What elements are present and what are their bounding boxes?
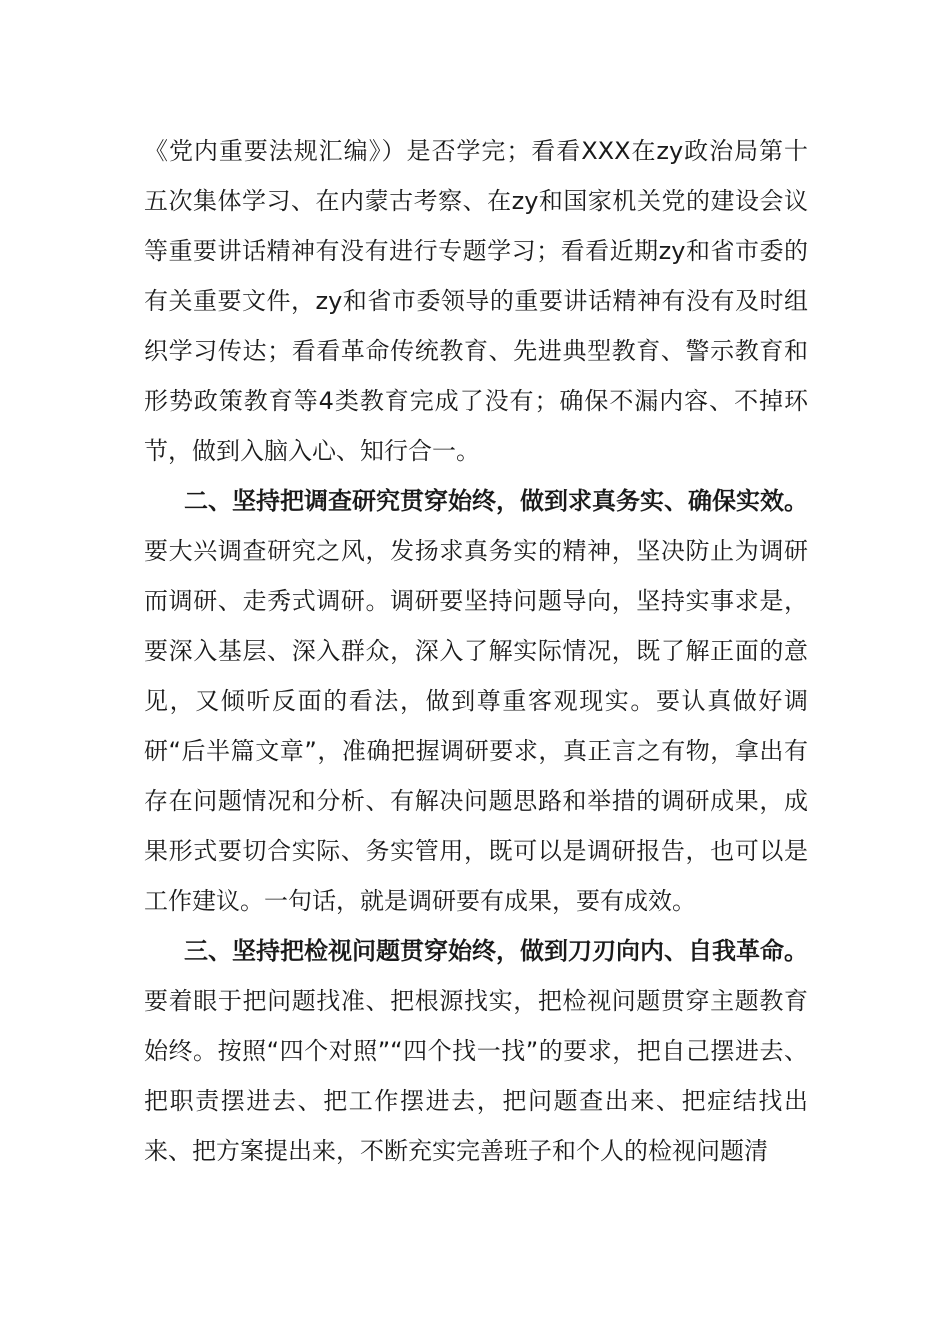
- section-heading-3: 三、坚持把检视问题贯穿始终，做到刀刃向内、自我革命。: [184, 937, 808, 965]
- document-body: [144, 126, 808, 1176]
- paragraph-continued: [144, 126, 808, 476]
- section-heading-2: 二、坚持把调查研究贯穿始终，做到求真务实、确保实效。: [184, 487, 808, 515]
- paragraph-section-2: [144, 476, 808, 926]
- paragraph-body: 《党内重要法规汇编》）是否学完；看看XXX在zy政治局第十五次集体学习、在内蒙古考察、在zy和国家机关党的建设会议等重要讲话精神有没有进行专题学习；看看近期zy和省市委的有关重要文件，zy和省市委领导的重要讲话精神有没有及时组织学习传达；看看革命传统教育、先进典型教育、警示教育和形势政策教育等4类教育完成了没有；确保不漏内容、不掉环节，做到入脑入心、知行合一。: [144, 137, 808, 465]
- paragraph-body: 要着眼于把问题找准、把根源找实，把检视问题贯穿主题教育始终。按照“四个对照”“四个找一找”的要求，把自己摆进去、把职责摆进去、把工作摆进去，把问题查出来、把症结找出来、把方案提出来，不断充实完善班子和个人的检视问题清: [144, 987, 808, 1165]
- paragraph-section-3: [144, 926, 808, 1176]
- paragraph-body: 要大兴调查研究之风，发扬求真务实的精神，坚决防止为调研而调研、走秀式调研。调研要坚持问题导向，坚持实事求是，要深入基层、深入群众，深入了解实际情况，既了解正面的意见，又倾听反面的看法，做到尊重客观现实。要认真做好调研“后半篇文章”，准确把握调研要求，真正言之有物，拿出有存在问题情况和分析、有解决问题思路和举措的调研成果，成果形式要切合实际、务实管用，既可以是调研报告，也可以是工作建议。一句话，就是调研要有成果，要有成效。: [144, 537, 808, 915]
